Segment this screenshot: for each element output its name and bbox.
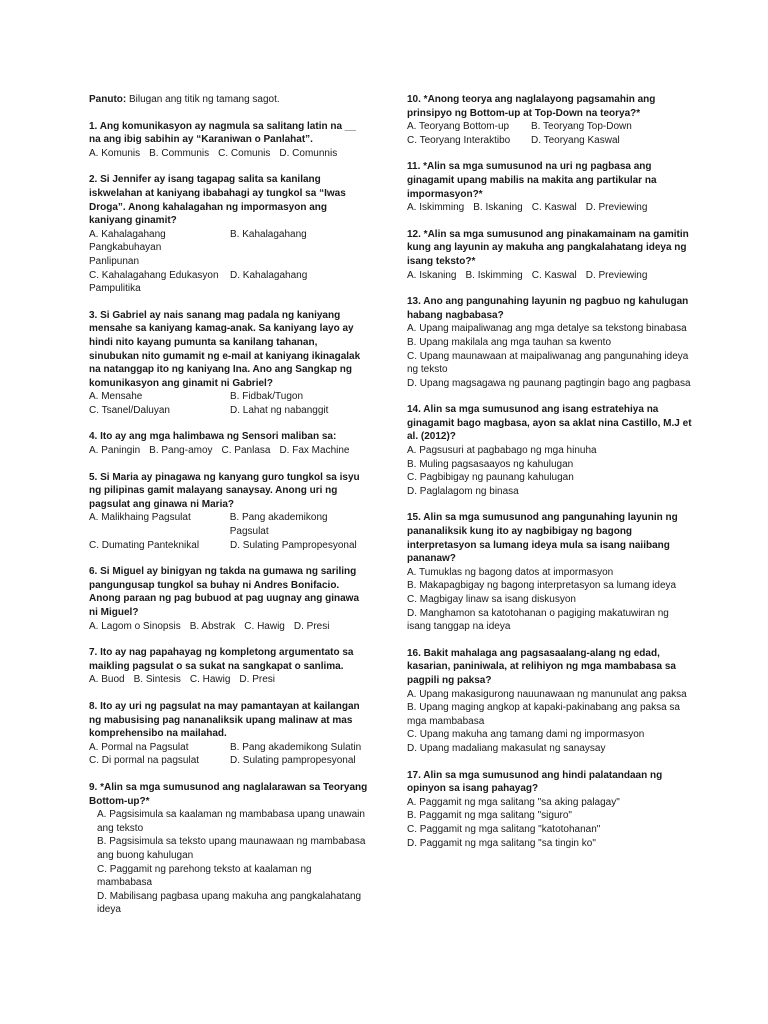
question-text: 13. Ano ang pangunahing layunin ng pagbuo ng kahulugan habang nagbabasa?: [407, 296, 689, 321]
question-item: [407, 769, 692, 851]
option: A. Komunis: [89, 147, 141, 159]
option: C. Upang maunawaan at maipaliwanag ang pangunahing ideya ng teksto: [407, 350, 689, 376]
option: D. Upang madaliang makasulat ng sanaysay: [407, 742, 606, 754]
options-line: [89, 673, 369, 687]
question-text: 11. *Alin sa mga sumusunod na uri ng pagbasa ang ginagamit upang mabilis na makita ang partikular na impormasyon?*: [407, 161, 657, 200]
options-row: [89, 269, 369, 283]
instruction-text: Bilugan ang titik ng tamang sagot.: [126, 94, 280, 105]
question-item: [89, 309, 369, 418]
option: C. Kahalagahang Edukasyon: [89, 269, 219, 281]
question-text: 6. Si Miguel ay binigyan ng takda na gumawa ng sariling pangungusap tungkol sa buhay ni Andres Bonifacio. Anong paraan ng pag bubuod at pag uugnay ang ginawa ni Miguel?: [89, 566, 359, 618]
left-column: [89, 93, 369, 930]
question-item: [89, 646, 369, 687]
options-line: [89, 444, 369, 458]
option: A. Pagsusuri at pagbabago ng mga hinuha: [407, 445, 597, 457]
question-text: 12. *Alin sa mga sumusunod ang pinakamainam na gamitin kung ang layunin ay makuha ang pangkalahatang ideya ng isang teksto?*: [407, 228, 689, 267]
option: C. Panlasa: [221, 445, 271, 457]
instruction-label: Panuto:: [89, 94, 127, 105]
option: B. Upang makilala ang mga tauhan sa kwento: [407, 336, 612, 348]
question-text: 5. Si Maria ay pinagawa ng kanyang guro tungkol sa isyu ng pilipinas gamit malayang sanaysay. Anong uri ng pagsulat ang ginawa ni Maria?: [89, 471, 360, 510]
options-line: [407, 201, 692, 215]
option: A. Mensahe: [89, 391, 143, 403]
option: A. Iskimming: [407, 202, 465, 214]
option: D. Sulating pampropesyonal: [230, 755, 356, 767]
option: C. Upang makuha ang tamang dami ng impormasyon: [407, 729, 645, 741]
option: C. Di pormal na pagsulat: [89, 755, 200, 767]
options-row: [407, 120, 692, 134]
option: C. Hawig: [244, 620, 285, 632]
option: C. Comunis: [218, 147, 271, 159]
question-text: 14. Alin sa mga sumusunod ang isang estratehiya na ginagamit bago magbasa, ayon sa aklat nina Castillo, M.J et al. (2012)?: [407, 404, 692, 443]
option: C. Paggamit ng mga salitang "katotohanan": [407, 823, 601, 835]
option: Panlipunan: [89, 255, 140, 267]
option: D. Manghamon sa katotohanan o pagiging makatuwiran ng isang tanggap na ideya: [407, 607, 669, 633]
option: B. Pang akademikong Pagsulat: [229, 512, 328, 538]
question-text: 15. Alin sa mga sumusunod ang pangunahing layunin ng pananaliksik kung ito ay nagbibigay ng bagong interpretasyon sa lumang ideya mula sa isang naiibang pananaw?: [407, 512, 678, 565]
option: C. Teoryang Interaktibo: [407, 134, 511, 146]
option: C. Tsanel/Daluyan: [89, 404, 170, 416]
question-item: [89, 430, 369, 457]
option: B. Sintesis: [133, 674, 181, 686]
options-line: [407, 269, 692, 283]
options-row: [89, 282, 369, 296]
option: B. Teoryang Top-Down: [531, 121, 632, 133]
question-item: [407, 647, 692, 756]
question-text: 10. *Anong teorya ang naglalayong pagsamahin ang prinsipyo ng Bottom-up at Top-Down na teorya?*: [407, 94, 656, 119]
option: D. Teoryang Kaswal: [531, 134, 620, 146]
option: D. Lahat ng nabanggit: [230, 404, 329, 416]
question-text: 9. *Alin sa mga sumusunod ang naglalarawan sa Teoryang Bottom-up?*: [89, 781, 368, 807]
option: B. Pagsisimula sa teksto upang maunawaan ng mambabasa ang buong kahulugan: [97, 836, 366, 861]
option: B. Paggamit ng mga salitang "siguro": [407, 810, 572, 822]
option: A. Iskaning: [407, 269, 457, 281]
option: B. Iskimming: [465, 269, 523, 281]
option: A. Pormal na Pagsulat: [89, 741, 189, 753]
question-item: [407, 160, 692, 214]
options-row: [89, 255, 369, 269]
option: A. Pagsisimula sa kaalaman ng mambabasa upang unawain ang teksto: [97, 809, 365, 834]
question-item: [89, 700, 369, 768]
options-row: [407, 134, 692, 148]
option: D. Fax Machine: [279, 445, 350, 457]
option: C. Kaswal: [531, 269, 577, 281]
option: A. Paningin: [89, 445, 141, 457]
option: A. Tumuklas ng bagong datos at impormasyon: [407, 566, 614, 578]
question-item: [89, 120, 369, 161]
option: A. Malikhaing Pagsulat: [89, 512, 191, 524]
option: D. Kahalagahang: [230, 269, 308, 281]
option: B. Abstrak: [189, 620, 236, 632]
options-row: [89, 754, 369, 768]
option: A. Buod: [89, 674, 125, 686]
question-item: [407, 403, 692, 498]
option: B. Upang maging angkop at kapaki-pakinabang ang paksa sa mga mambabasa: [407, 702, 680, 727]
instruction: [89, 93, 369, 107]
option: D. Sulating Pampropesyonal: [230, 539, 357, 551]
question-text: 16. Bakit mahalaga ang pagsasaalang-alang ng edad, kasarian, paniniwala, at relihiyon ng mga mambabasa sa pagpili ng paksa?: [407, 647, 676, 686]
options-row: [89, 390, 369, 404]
option: B. Communis: [149, 147, 210, 159]
question-text: 4. Ito ay ang mga halimbawa ng Sensori maliban sa:: [89, 431, 337, 443]
options-row: [89, 741, 369, 755]
option: D. Previewing: [585, 202, 648, 214]
options-line: [89, 620, 369, 634]
option: B. Makapagbigay ng bagong interpretasyon sa lumang ideya: [407, 580, 677, 592]
option: C. Dumating Panteknikal: [89, 539, 200, 551]
option: A. Upang maipaliwanag ang mga detalye sa tekstong binabasa: [407, 323, 687, 335]
question-text: 8. Ito ay uri ng pagsulat na may pamantayan at kailangan ng mabusising pag nananaliksik upang malinaw at mas komprehensibo na mailahad.: [89, 700, 360, 740]
options-row: [89, 539, 369, 553]
question-item: [89, 781, 369, 917]
option: C. Paggamit ng parehong teksto at kaalaman ng mambabasa: [97, 863, 312, 889]
question-text: 2. Si Jennifer ay isang tagapag salita sa kanilang iskwelahan at kaniyang ibabahagi ay tungkol sa “Iwas Droga”. Anong kahalagahan ng impormasyon ang kaniyang ginamit?: [89, 174, 346, 227]
options-row: [89, 228, 369, 255]
question-item: [89, 173, 369, 295]
question-text: 1. Ang komunikasyon ay nagmula sa salitang latin na __ na ang ibig sabihin ay “Karaniwan o Panlahat”.: [89, 120, 356, 146]
question-item: [89, 565, 369, 633]
option: B. Fidbak/Tugon: [230, 391, 304, 403]
option: D. Mabilisang pagbasa upang makuha ang pangkalahatang ideya: [97, 890, 362, 916]
option: D. Upang magsagawa ng paunang pagtingin bago ang pagbasa: [407, 377, 691, 389]
option: A. Paggamit ng mga salitang "sa aking palagay": [407, 796, 620, 808]
right-column: [407, 93, 692, 863]
option: C. Hawig: [189, 674, 231, 686]
question-text: 7. Ito ay nag papahayag ng kompletong argumentato sa maikling pagsulat o sa sukat na sangkapat o sanlima.: [89, 647, 354, 672]
option: A. Upang makasigurong nauunawaan ng manunulat ang paksa: [407, 688, 687, 700]
question-item: [407, 511, 692, 633]
question-text: 17. Alin sa mga sumusunod ang hindi palatandaan ng opinyon sa isang pahayag?: [407, 769, 663, 795]
option: A. Lagom o Sinopsis: [89, 620, 181, 632]
option: B. Pang-amoy: [149, 445, 213, 457]
option: D. Presi: [239, 674, 275, 686]
options-line: [89, 147, 369, 161]
option: A. Teoryang Bottom-up: [407, 121, 510, 133]
option: B. Muling pagsasaayos ng kahulugan: [407, 458, 574, 470]
option: A. Kahalagahang Pangkabuhayan: [89, 228, 166, 254]
option: B. Iskaning: [473, 202, 523, 214]
option: D. Paggamit ng mga salitang "sa tingin ko": [407, 837, 596, 849]
option: C. Kaswal: [531, 202, 577, 214]
option: B. Pang akademikong Sulatin: [230, 741, 362, 753]
question-item: [407, 93, 692, 147]
option: Pampulitika: [89, 283, 141, 295]
options-row: [89, 511, 369, 538]
option: C. Magbigay linaw sa isang diskusyon: [407, 594, 576, 605]
option: B. Kahalagahang: [230, 228, 307, 240]
option: D. Presi: [293, 620, 330, 632]
question-item: [407, 228, 692, 282]
option: D. Paglalagom ng binasa: [407, 485, 519, 497]
option: C. Pagbibigay ng paunang kahulugan: [407, 472, 574, 484]
question-item: [89, 471, 369, 553]
option: D. Previewing: [585, 269, 648, 281]
options-row: [89, 404, 369, 418]
question-item: [407, 295, 692, 390]
option: D. Comunnis: [279, 147, 338, 159]
question-text: 3. Si Gabriel ay nais sanang mag padala ng kaniyang mensahe sa kaniyang kamag-anak. Sa kaniyang layo ay hindi nito kayang pumunta sa kanilang tahanan, sinubukan nito gumamit ng e-mail at kaniyang ikinagalak na natanggap ito ng kaniyang Ina. Ano ang Sangkap ng komunikasyon ang ginamit ni Gabriel?: [89, 309, 361, 389]
